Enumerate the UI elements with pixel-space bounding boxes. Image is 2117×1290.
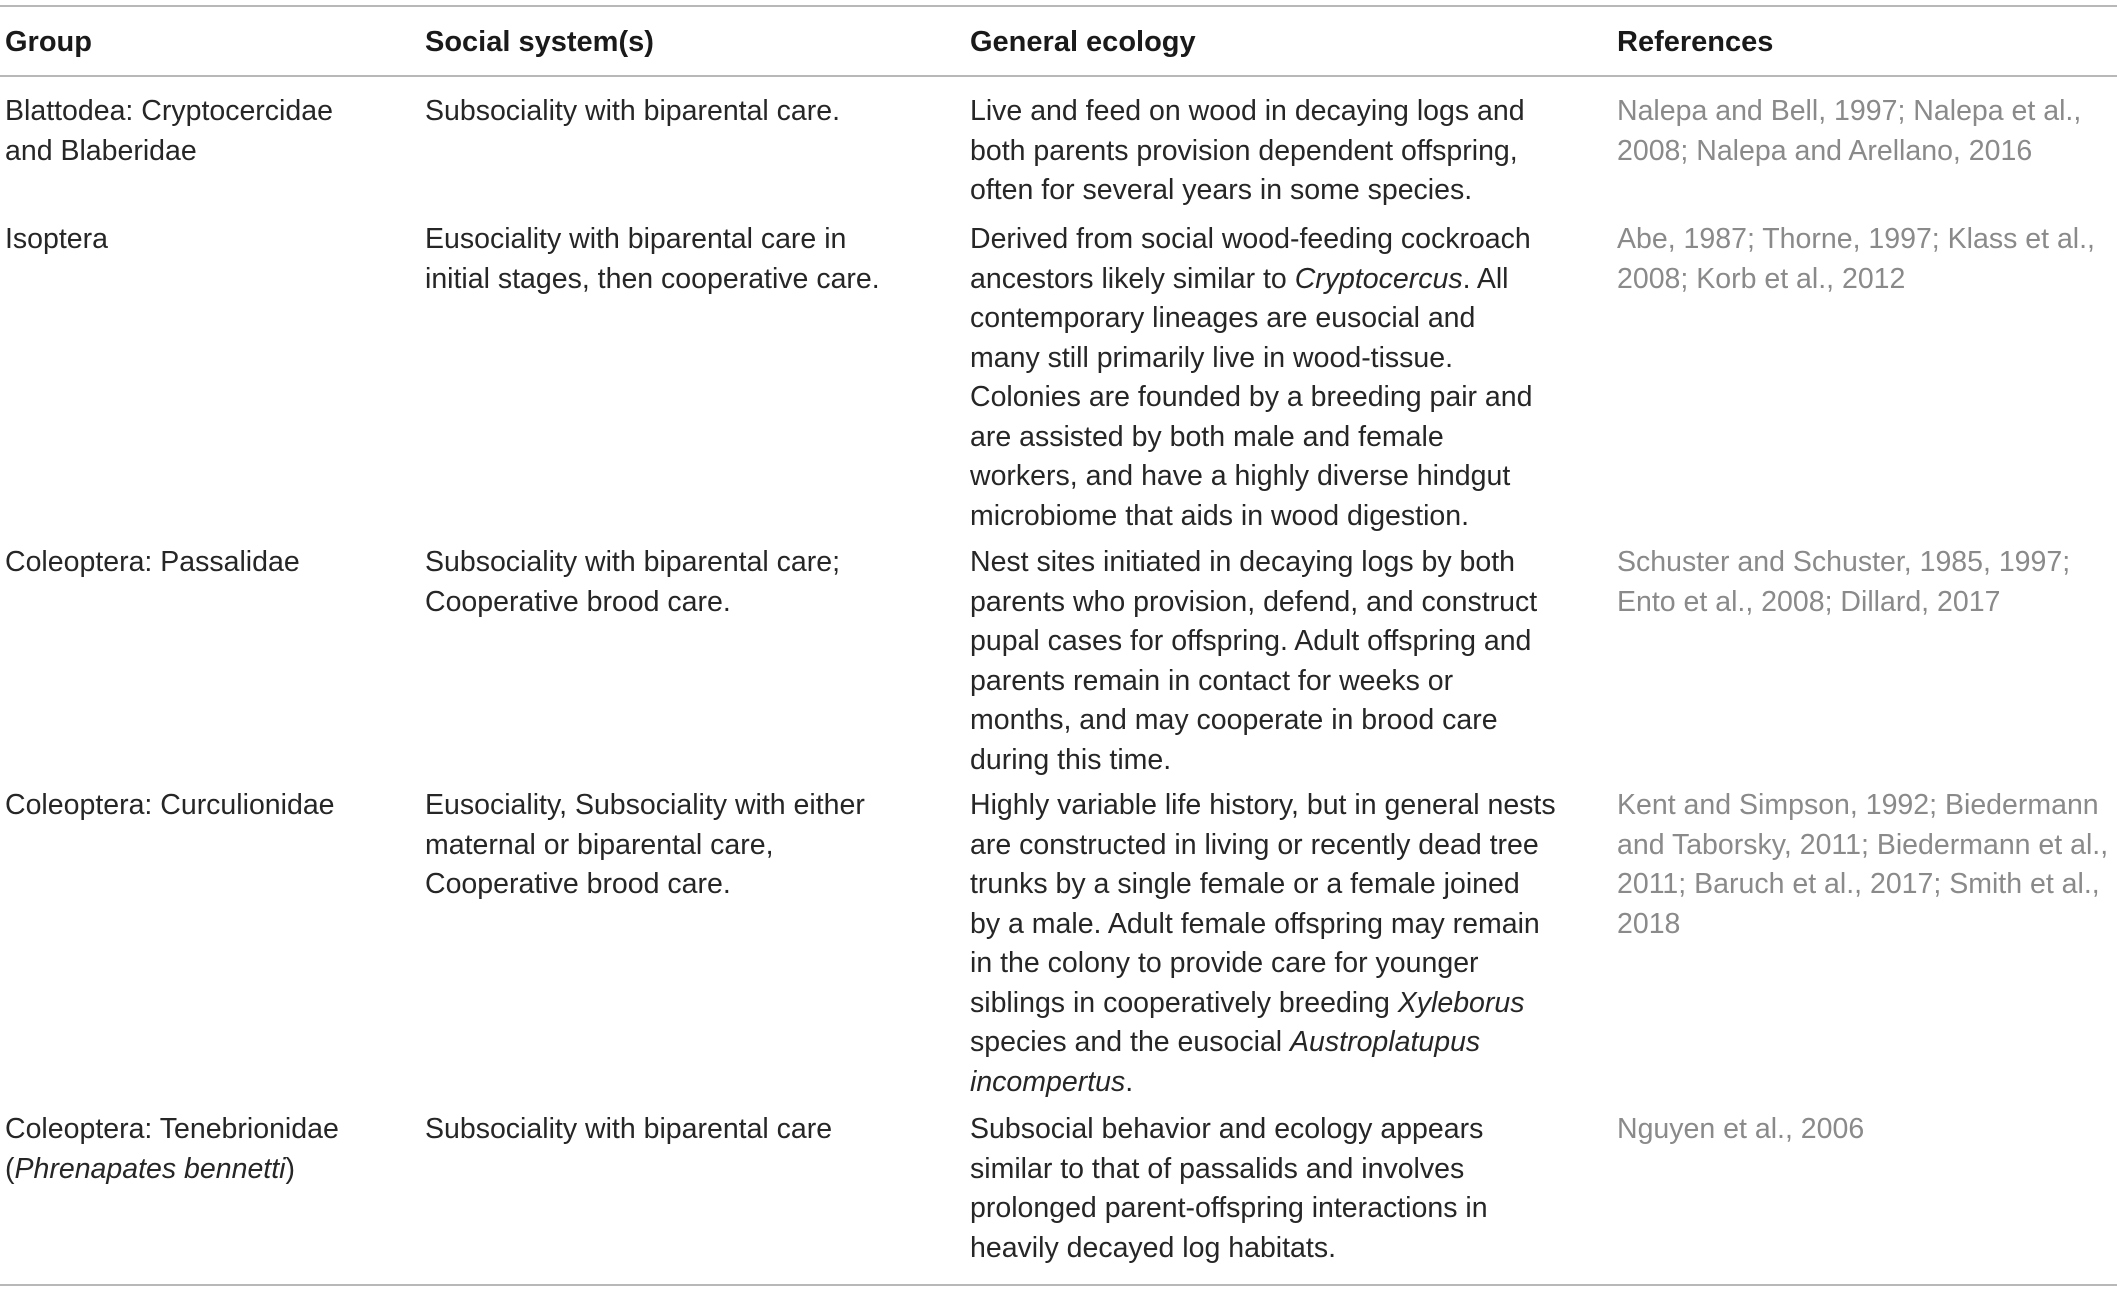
header-social-systems: Social system(s) bbox=[425, 26, 654, 58]
group-line: Coleoptera: Tenebrionidae bbox=[5, 1113, 339, 1145]
ecology-text: species and the eusocial bbox=[970, 1026, 1291, 1058]
ecology-cell bbox=[970, 92, 1570, 211]
reference-link[interactable]: Abe, 1987; Thorne, 1997; Klass et al., bbox=[1617, 223, 2095, 255]
ecology-taxon: Xyleborus bbox=[1397, 986, 1525, 1019]
reference-link[interactable]: 2018 bbox=[1617, 907, 1681, 940]
ecology-line: heavily decayed log habitats. bbox=[970, 1231, 1336, 1264]
social-line: Eusociality, Subsociality with either bbox=[425, 789, 865, 821]
group-text: ( bbox=[5, 1152, 15, 1185]
ecology-line: parents remain in contact for weeks or bbox=[970, 664, 1454, 697]
group-line bbox=[5, 1150, 405, 1190]
ecology-cell bbox=[970, 1110, 1570, 1268]
references-cell bbox=[1617, 220, 2112, 299]
social-line: Subsociality with biparental care. bbox=[425, 95, 841, 127]
ecology-text: ancestors likely similar to bbox=[970, 262, 1295, 295]
references-cell bbox=[1617, 786, 2112, 944]
ecology-taxon: Austroplatupus bbox=[1290, 1026, 1481, 1058]
ecology-line: often for several years in some species. bbox=[970, 174, 1473, 206]
group-text: ) bbox=[285, 1152, 295, 1185]
group-line: Coleoptera: Curculionidae bbox=[5, 789, 335, 821]
ecology-taxon: incompertus bbox=[970, 1065, 1126, 1098]
ecology-line: Highly variable life history, but in general nests bbox=[970, 789, 1556, 821]
reference-link[interactable]: 2008; Korb et al., 2012 bbox=[1617, 262, 1906, 295]
references-cell bbox=[1617, 92, 2112, 171]
ecology-line: in the colony to provide care for younger bbox=[970, 947, 1479, 979]
social-line: Cooperative brood care. bbox=[425, 868, 731, 900]
group-cell bbox=[5, 543, 405, 583]
ecology-line: Nest sites initiated in decaying logs by both bbox=[970, 546, 1515, 578]
ecology-line: Live and feed on wood in decaying logs and bbox=[970, 95, 1525, 127]
social-cell bbox=[425, 1110, 945, 1150]
ecology-line bbox=[970, 1023, 1570, 1063]
ecology-text: . bbox=[1125, 1065, 1134, 1098]
ecology-line: microbiome that aids in wood digestion. bbox=[970, 499, 1470, 532]
ecology-line bbox=[970, 260, 1570, 300]
header-general-ecology: General ecology bbox=[970, 26, 1196, 58]
ecology-line: by a male. Adult female offspring may remain bbox=[970, 907, 1540, 940]
reference-link[interactable]: 2008; Nalepa and Arellano, 2016 bbox=[1617, 134, 2033, 167]
group-line: Blattodea: Cryptocercidae bbox=[5, 95, 333, 127]
group-line: Isoptera bbox=[5, 223, 108, 255]
ecology-cell bbox=[970, 220, 1570, 536]
reference-link[interactable]: Nguyen et al., 2006 bbox=[1617, 1113, 1865, 1145]
ecology-line: during this time. bbox=[970, 743, 1172, 776]
ecology-text: . All bbox=[1462, 262, 1509, 295]
reference-link[interactable]: and Taborsky, 2011; Biedermann et al., bbox=[1617, 828, 2109, 861]
ecology-line bbox=[970, 984, 1570, 1024]
header-group: Group bbox=[5, 26, 92, 58]
ecology-line: Derived from social wood-feeding cockroach bbox=[970, 223, 1531, 255]
references-cell bbox=[1617, 1110, 2112, 1150]
social-cell bbox=[425, 92, 945, 132]
group-line: and Blaberidae bbox=[5, 134, 197, 167]
group-line: Coleoptera: Passalidae bbox=[5, 546, 300, 578]
table-bottom-rule bbox=[0, 1284, 2117, 1286]
group-cell bbox=[5, 1110, 405, 1189]
table-top-rule bbox=[0, 5, 2117, 7]
ecology-text: siblings in cooperatively breeding bbox=[970, 986, 1398, 1019]
ecology-line: prolonged parent-offspring interactions in bbox=[970, 1192, 1488, 1224]
ecology-taxon: Cryptocercus bbox=[1294, 262, 1463, 295]
ecology-line: parents who provision, defend, and construct bbox=[970, 585, 1538, 618]
ecology-line: similar to that of passalids and involves bbox=[970, 1152, 1465, 1185]
ecology-line: both parents provision dependent offspring, bbox=[970, 134, 1518, 167]
ecology-line: pupal cases for offspring. Adult offspring and bbox=[970, 625, 1532, 657]
ecology-line: contemporary lineages are eusocial and bbox=[970, 302, 1476, 334]
social-cell bbox=[425, 786, 945, 905]
reference-link[interactable]: Schuster and Schuster, 1985, 1997; bbox=[1617, 546, 2071, 578]
reference-link[interactable]: Kent and Simpson, 1992; Biedermann bbox=[1617, 789, 2099, 821]
ecology-line bbox=[970, 1063, 1570, 1103]
header-references: References bbox=[1617, 26, 1774, 58]
group-taxon: Phrenapates bennetti bbox=[14, 1152, 286, 1185]
social-line: Subsociality with biparental care bbox=[425, 1113, 833, 1145]
table-header-row bbox=[0, 22, 2117, 64]
social-line: Subsociality with biparental care; bbox=[425, 546, 841, 578]
group-cell bbox=[5, 786, 405, 826]
social-line: initial stages, then cooperative care. bbox=[425, 262, 880, 295]
social-line: maternal or biparental care, bbox=[425, 828, 774, 861]
social-line: Eusociality with biparental care in bbox=[425, 223, 847, 255]
table-header-rule bbox=[0, 75, 2117, 77]
ecology-line: workers, and have a highly diverse hindgut bbox=[970, 460, 1511, 492]
ecology-line: are assisted by both male and female bbox=[970, 420, 1444, 453]
social-cell bbox=[425, 543, 945, 622]
reference-link[interactable]: 2011; Baruch et al., 2017; Smith et al., bbox=[1617, 868, 2100, 900]
social-line: Cooperative brood care. bbox=[425, 585, 731, 618]
ecology-line: Subsocial behavior and ecology appears bbox=[970, 1113, 1484, 1145]
ecology-line: months, and may cooperate in brood care bbox=[970, 704, 1498, 736]
ecology-cell bbox=[970, 543, 1570, 780]
social-cell bbox=[425, 220, 945, 299]
references-cell bbox=[1617, 543, 2112, 622]
group-cell bbox=[5, 220, 405, 260]
group-cell bbox=[5, 92, 405, 171]
ecology-cell bbox=[970, 786, 1570, 1102]
reference-link[interactable]: Ento et al., 2008; Dillard, 2017 bbox=[1617, 585, 2001, 618]
ecology-line: many still primarily live in wood-tissue. bbox=[970, 341, 1454, 374]
ecology-line: are constructed in living or recently dead tree bbox=[970, 828, 1539, 861]
reference-link[interactable]: Nalepa and Bell, 1997; Nalepa et al., bbox=[1617, 95, 2082, 127]
ecology-line: Colonies are founded by a breeding pair and bbox=[970, 381, 1533, 413]
ecology-line: trunks by a single female or a female joined bbox=[970, 868, 1520, 900]
